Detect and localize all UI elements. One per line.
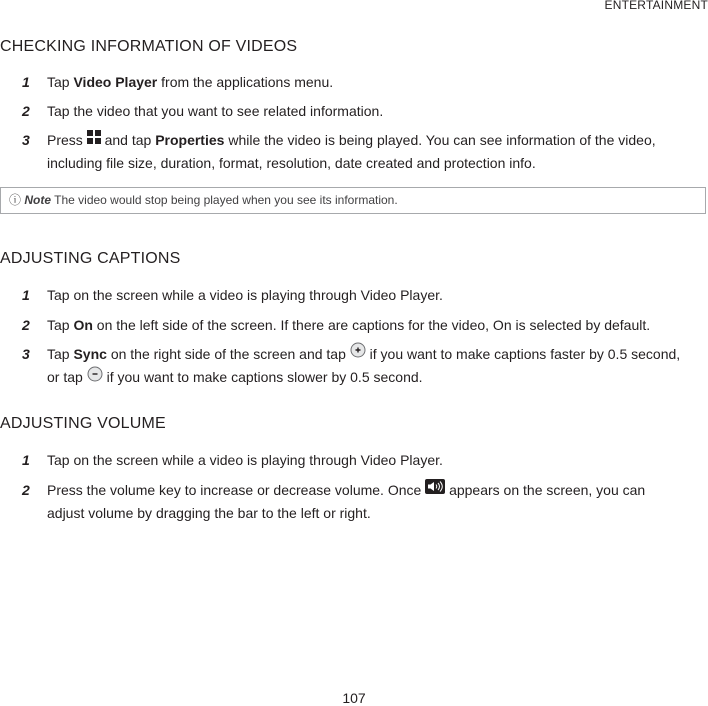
steps-adjusting-volume <box>0 449 708 524</box>
step-text: from the applications menu. <box>157 74 334 90</box>
section-title-adjusting-captions: ADJUSTING CAPTIONS <box>0 250 181 267</box>
step-item <box>0 314 708 336</box>
step-number: 1 <box>22 74 30 90</box>
note-label: Note <box>24 193 52 207</box>
step-text: if you want to make captions slower by 0.5 second. <box>102 369 423 386</box>
step-item <box>0 479 708 524</box>
step-text: Tap the video that you want to see related information. <box>47 103 384 119</box>
section-title-adjusting-volume: ADJUSTING VOLUME <box>0 415 166 432</box>
note-box <box>0 187 706 214</box>
step-item <box>0 284 708 306</box>
step-text: Press <box>47 132 87 148</box>
step-text: on the left side of the screen. If there are captions for the video, On is selected by default. <box>92 317 651 333</box>
step-number: 1 <box>22 452 30 468</box>
steps-adjusting-captions <box>0 284 708 390</box>
step-text: while the video is being played. You can see information of the video, including file size, duration, format, resolution, date created and protection info. <box>47 132 656 172</box>
step-number: 1 <box>22 287 30 303</box>
menu-video-player: Video Player <box>73 74 158 90</box>
step-text: if you want to make captions faster by 0.5 second, or tap <box>47 346 681 386</box>
step-item <box>0 129 708 174</box>
step-item <box>0 449 708 471</box>
steps-checking-info <box>0 71 708 174</box>
step-item <box>0 343 708 390</box>
step-text: Tap <box>47 346 74 362</box>
step-text: Tap on the screen while a video is playing through Video Player. <box>47 287 443 303</box>
step-text: on the right side of the screen and tap <box>106 346 350 362</box>
step-text: Tap <box>47 74 74 90</box>
section-title-checking-info: CHECKING INFORMATION OF VIDEOS <box>0 38 298 55</box>
step-number: 2 <box>22 482 30 498</box>
info-icon: ⓘ <box>9 193 22 207</box>
step-text: and tap <box>100 132 156 148</box>
note-text: The video would stop being played when you see its information. <box>51 193 398 207</box>
step-item <box>0 100 708 122</box>
menu-properties: Properties <box>155 132 225 148</box>
step-number: 2 <box>22 317 30 333</box>
step-text: Press the volume key to increase or decrease volume. Once <box>47 482 426 498</box>
option-sync: Sync <box>73 346 107 362</box>
step-item <box>0 71 708 93</box>
step-text: Tap on the screen while a video is playing through Video Player. <box>47 452 443 468</box>
step-number: 2 <box>22 103 30 119</box>
section-header: ENTERTAINMENT <box>604 0 708 12</box>
step-text: appears on the screen, you can adjust volume by dragging the bar to the left or right. <box>47 482 646 522</box>
step-text: Tap <box>47 317 74 333</box>
option-on: On <box>73 317 93 333</box>
volume-icon <box>425 478 445 500</box>
menu-grid-icon <box>87 128 101 150</box>
plus-circle-icon <box>350 342 366 364</box>
minus-circle-icon <box>87 366 103 388</box>
page-number: 107 <box>342 690 366 706</box>
step-number: 3 <box>22 346 30 362</box>
step-number: 3 <box>22 132 30 148</box>
